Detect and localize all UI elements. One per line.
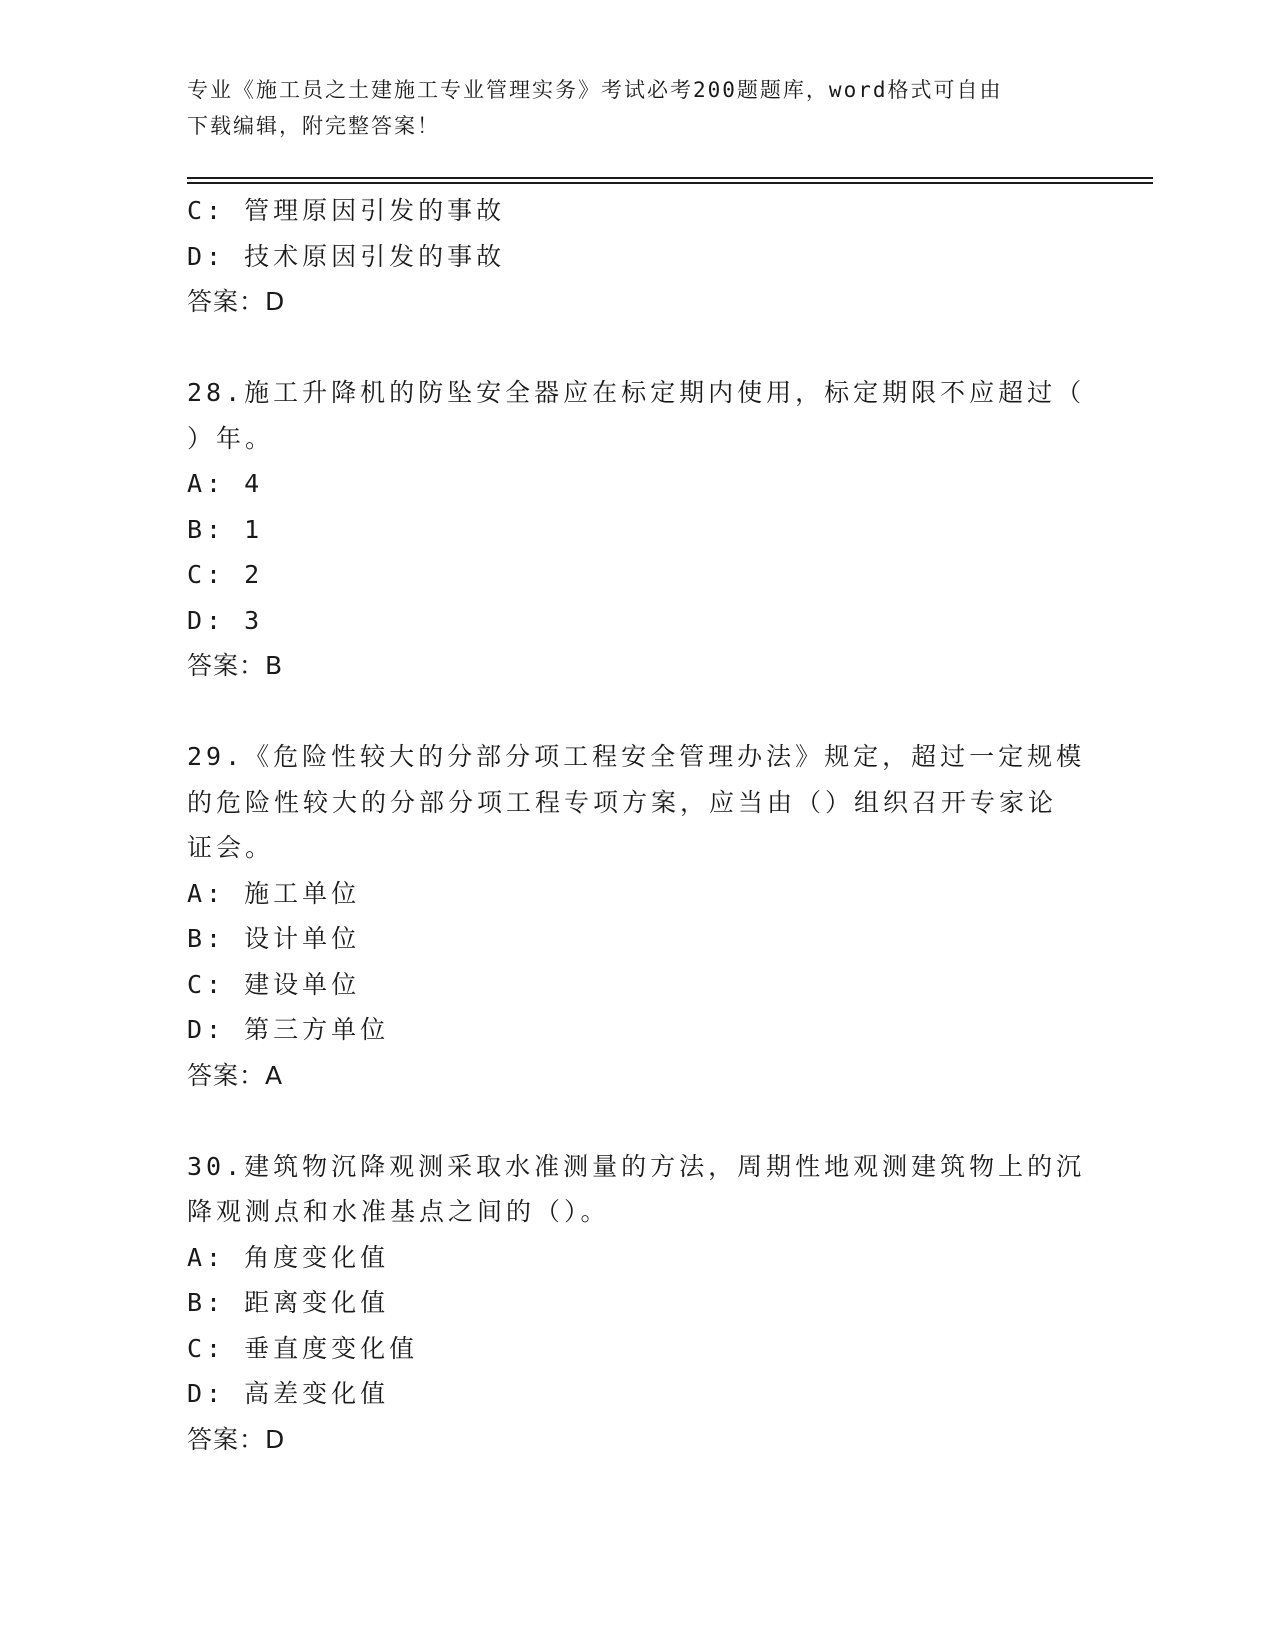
question-stem: 28.施工升降机的防坠安全器应在标定期内使用，标定期限不应超过（ <box>187 378 1086 407</box>
option-b: B: 距离变化值 <box>187 1288 390 1317</box>
option-d: D: 3 <box>187 605 264 635</box>
header-divider-top <box>187 177 1153 179</box>
question-stem: 30.建筑物沉降观测采取水准测量的方法，周期性地观测建筑物上的沉 <box>187 1151 1086 1181</box>
spacer <box>187 325 1087 371</box>
option-c: C: 管理原因引发的事故 <box>187 196 506 225</box>
question-block <box>187 1144 1087 1463</box>
answer-line: 答案：B <box>187 651 284 680</box>
option-c: C: 2 <box>187 560 264 589</box>
option-c: C: 垂直度变化值 <box>187 1333 419 1363</box>
header-line-2: 下载编辑，附完整答案！ <box>187 114 440 138</box>
option-c: C: 建设单位 <box>187 969 361 999</box>
spacer <box>187 689 1087 735</box>
option-d: D: 高差变化值 <box>187 1379 390 1408</box>
question-block <box>187 734 1087 1098</box>
answer-line: 答案：D <box>187 1424 286 1454</box>
question-stem: 29.《危险性较大的分部分项工程安全管理办法》规定，超过一定规模 <box>187 742 1086 771</box>
question-block <box>187 370 1087 689</box>
document-header <box>187 72 1067 144</box>
option-b: B: 1 <box>187 514 264 544</box>
question-stem: 的危险性较大的分部分项工程专项方案，应当由（）组织召开专家论 <box>187 787 1058 817</box>
answer-line: 答案：D <box>187 287 286 316</box>
option-d: D: 第三方单位 <box>187 1015 390 1044</box>
option-a: A: 4 <box>187 469 264 498</box>
answer-line: 答案：A <box>187 1060 284 1090</box>
question-stem: 证会。 <box>187 833 275 862</box>
question-stem: 降观测点和水准基点之间的（）。 <box>187 1197 610 1226</box>
spacer <box>187 1098 1087 1144</box>
question-list <box>187 188 1087 1462</box>
question-stem: ）年。 <box>187 423 275 453</box>
option-a: A: 施工单位 <box>187 878 361 908</box>
option-a: A: 角度变化值 <box>187 1242 390 1272</box>
header-divider-bottom <box>187 182 1153 184</box>
option-d: D: 技术原因引发的事故 <box>187 241 506 271</box>
option-b: B: 设计单位 <box>187 924 361 953</box>
header-line-1: 专业《施工员之土建施工专业管理实务》考试必考200题题库，word格式可自由 <box>187 78 1003 102</box>
